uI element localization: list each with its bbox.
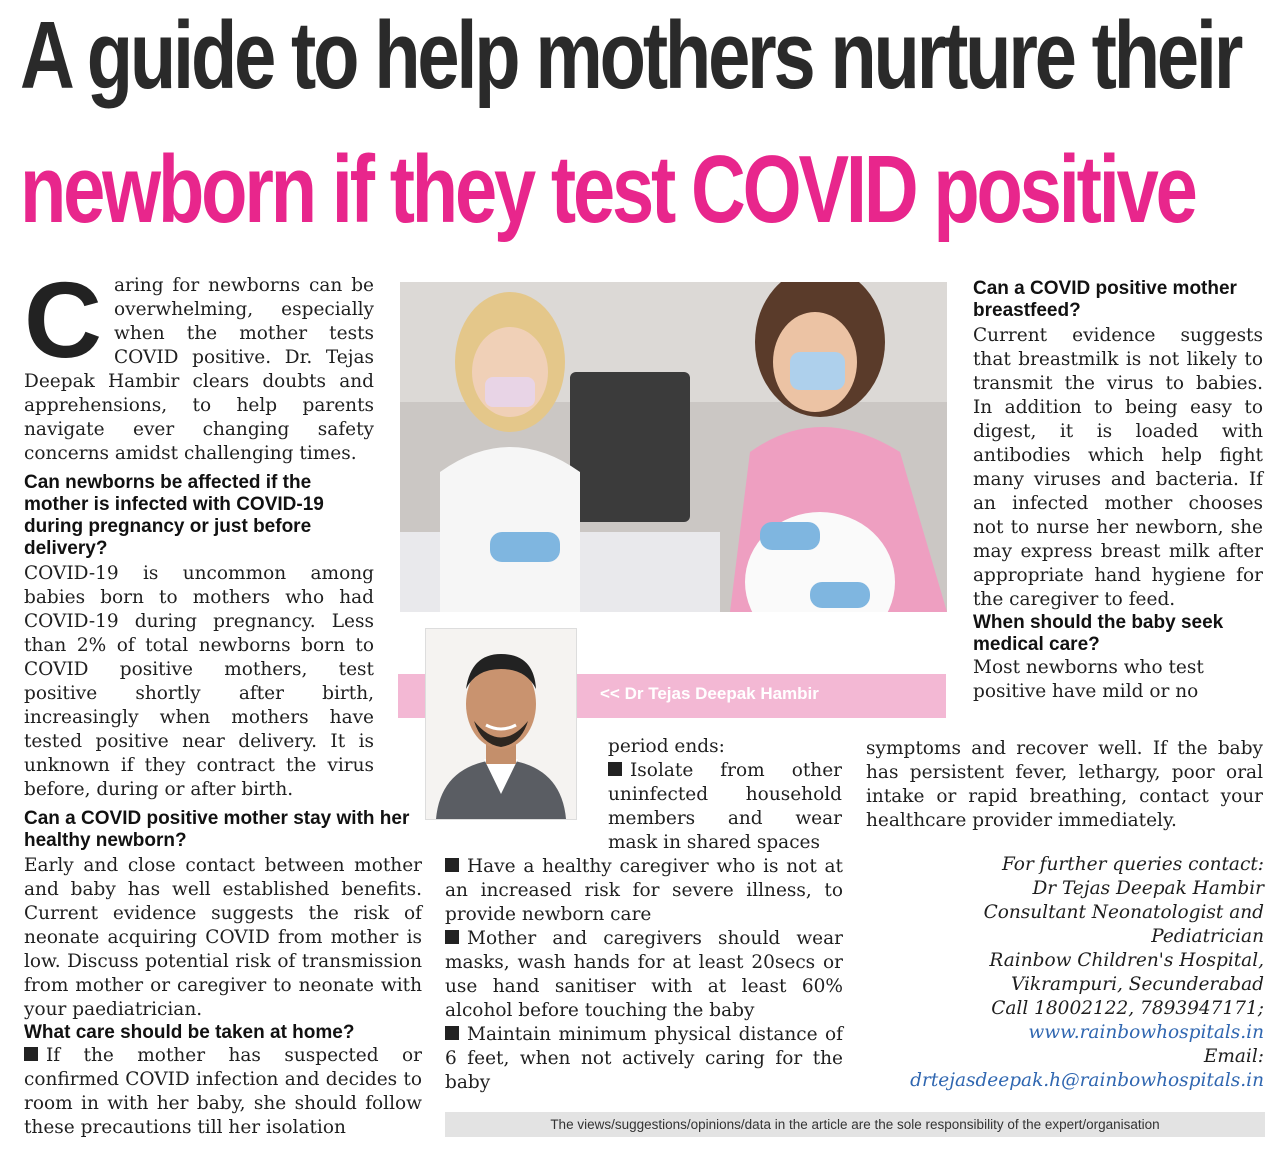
- question-4: Can a COVID positive mother breastfeed?: [973, 278, 1237, 321]
- answer-4: Current evidence suggests that breastmilk is not likely to transmit the virus to babies. In addition to being easy to digest, it is loaded with antibodies which help fight many viruses and bacteria. If an infected mother chooses not to nurse her newborn, she may express breast milk after appropriate hand hygiene for the caregiver to feed.: [973, 325, 1263, 610]
- question-3: What care should be taken at home?: [24, 1022, 355, 1043]
- email-link[interactable]: drtejasdeepak.h@rainbowhospitals.in: [910, 1070, 1264, 1091]
- intro-paragraph: Caring for newborns can be overwhelming, especially when the mother tests COVID positive. Dr. Tejas Deepak Hambir clears doubts and apprehensions, to help parents navigate ever changing safety concerns amidst challenging times.: [24, 259, 374, 464]
- bullet-3: Have a healthy caregiver who is not at an increased risk for severe illness, to provide newborn care: [445, 856, 843, 925]
- drop-cap: C: [24, 259, 102, 380]
- email-label: Email:: [1203, 1046, 1264, 1067]
- contact-name: Dr Tejas Deepak Hambir: [1032, 878, 1264, 899]
- contact-location: Vikrampuri, Secunderabad: [1010, 974, 1264, 995]
- website-link[interactable]: www.rainbowhospitals.in: [1028, 1022, 1264, 1043]
- bullet-1: If the mother has suspected or confirmed COVID infection and decides to room in with her baby, she should follow these precautions till her isolation: [24, 1045, 422, 1138]
- bullet-square-icon: [24, 1047, 38, 1061]
- bullet-square-icon: [445, 858, 459, 872]
- right-column-lower: [866, 737, 1263, 833]
- bullet-4: Mother and caregivers should wear masks, wash hands for at least 20secs or use hand sanitiser with at least 60% alcohol before touching the baby: [445, 928, 843, 1021]
- headline-line2: newborn if they test COVID positive: [20, 136, 1195, 243]
- answer-5-end: symptoms and recover well. If the baby has persistent fever, lethargy, poor oral intake or rapid breathing, contact your healthcare provider immediately.: [866, 738, 1263, 831]
- photo-caption: << Dr Tejas Deepak Hambir: [600, 684, 819, 703]
- disclaimer-footer: The views/suggestions/opinions/data in the article are the sole responsibility of the expert/organisation: [445, 1112, 1265, 1137]
- portrait-illustration: [426, 629, 576, 819]
- contact-line1: For further queries contact:: [1001, 854, 1264, 875]
- headline-line1: A guide to help mothers nurture their: [20, 2, 1241, 109]
- right-column: [973, 278, 1263, 704]
- answer-2: Early and close contact between mother and baby has well established benefits. Current evidence suggests the risk of neonate acquiring COVID from mother is low. Discuss potential risk of transmission from mother or caregiver to neonate with your paediatrician.: [24, 855, 422, 1020]
- middle-column-lower: [445, 855, 843, 1095]
- contact-title: Consultant Neonatologist and: [983, 902, 1264, 923]
- question-1: Can newborns be affected if the mother is infected with COVID-19 during pregnancy or just before delivery?: [24, 472, 324, 559]
- bullet-square-icon: [445, 930, 459, 944]
- doctor-patient-photo: [400, 282, 947, 612]
- left-column: [24, 259, 374, 466]
- answer-5-start: Most newborns who test positive have mild or no: [973, 657, 1204, 702]
- doctor-portrait: [425, 628, 577, 820]
- left-column-bottom: [24, 808, 422, 1140]
- question-5: When should the baby seek medical care?: [973, 612, 1224, 655]
- contact-phone: Call 18002122, 7893947171;: [991, 998, 1264, 1019]
- question-2: Can a COVID positive mother stay with her healthy newborn?: [24, 808, 410, 851]
- left-column-lower: [24, 472, 374, 802]
- contact-title-2: Pediatrician: [1151, 926, 1264, 947]
- answer-1: COVID-19 is uncommon among babies born to mothers who had COVID-19 during pregnancy. Less than 2% of total newborns born to COVID positive mothers, test positive shortly after birth, increasingly when mothers have tested positive near delivery. It is unknown if they contract the virus before, during or after birth.: [24, 563, 374, 800]
- bullet-5: Maintain minimum physical distance of 6 feet, when not actively caring for the baby: [445, 1024, 843, 1093]
- bullet-square-icon: [608, 762, 622, 776]
- bullet-square-icon: [445, 1026, 459, 1040]
- bullet-1-continued: period ends:: [608, 736, 725, 757]
- contact-hospital: Rainbow Children's Hospital,: [989, 950, 1264, 971]
- middle-column: [608, 735, 842, 855]
- photo-illustration: [400, 282, 947, 612]
- bullet-2: Isolate from other uninfected household members and wear mask in shared spaces: [608, 760, 842, 853]
- contact-block: [870, 853, 1264, 1093]
